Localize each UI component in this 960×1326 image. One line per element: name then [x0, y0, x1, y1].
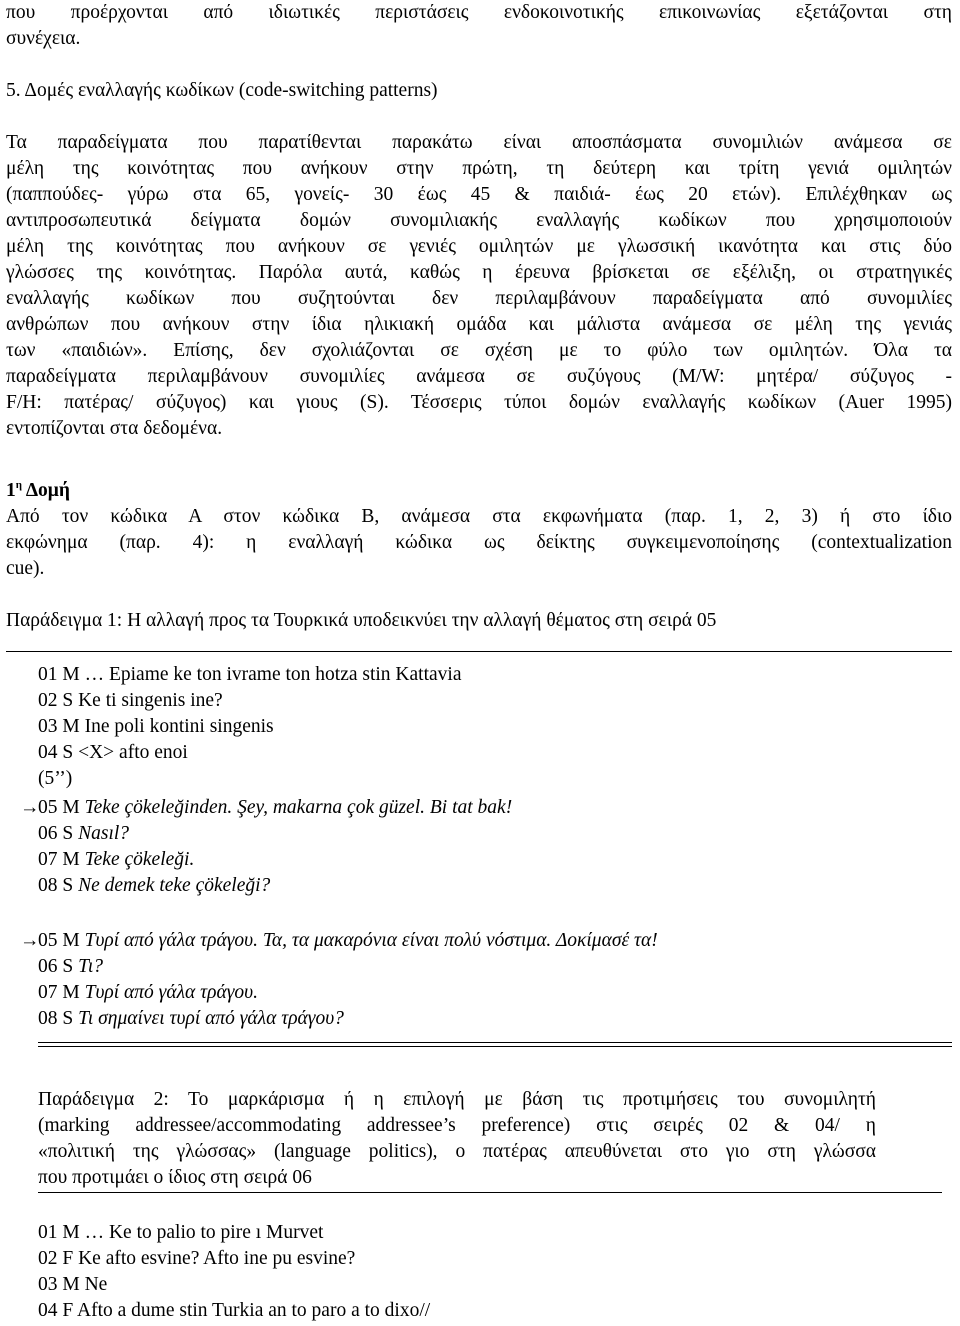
- divider: [6, 651, 952, 652]
- dialogue-line: 02 S Ke ti singenis ine?: [38, 690, 223, 711]
- paragraph-line: cue).: [6, 558, 45, 579]
- paragraph-line: συνέχεια.: [6, 28, 81, 49]
- structure-number: 1: [6, 480, 16, 501]
- paragraph-line: μέλη της κοινότητας που ανήκουν στην πρώτη, τη δεύτερη και τρίτη γενιά ομιλητών: [6, 158, 952, 179]
- paragraph-line: F/H: πατέρας/ σύζυγος) και γιους (S). Τέσσερις τύποι δομών εναλλαγής κωδίκων (Auer 1995): [6, 392, 952, 413]
- dialogue-line: 07 M Τυρί από γάλα τράγου.: [38, 982, 258, 1003]
- divider: [38, 1192, 942, 1193]
- structure-ordinal: η: [15, 479, 22, 491]
- dialogue-line: 04 F Afto a dume stin Turkia an to paro a to dixo//: [38, 1300, 431, 1321]
- paragraph-line: Παράδειγμα 2: Το μαρκάρισμα ή η επιλογή με βάση τις προτιμήσεις του συνομιλητή: [38, 1089, 876, 1110]
- dialogue-line: 08 S Τι σημαίνει τυρί από γάλα τράγου?: [38, 1008, 344, 1029]
- paragraph-line: αντιπροσωπευτικά δείγματα δομών συνομιλιακής εναλλαγής κωδίκων που χρησιμοποιούν: [6, 210, 952, 231]
- section-heading: 5. Δομές εναλλαγής κωδίκων (code-switching patterns): [6, 80, 438, 101]
- paragraph-line: εντοπίζονται στα δεδομένα.: [6, 418, 223, 439]
- paragraph-line: παραδείγματα περιλαμβάνουν συνομιλίες ανάμεσα σε συζύγους (M/W: μητέρα/ σύζυγος -: [6, 366, 952, 387]
- paragraph-line: εναλλαγής κωδίκων που συζητούνται δεν περιλαμβάνουν παραδείγματα από συνομιλίες: [6, 288, 952, 309]
- dialogue-line: 03 M Ine poli kontini singenis: [38, 716, 274, 737]
- arrow-icon: →: [20, 930, 40, 951]
- paragraph-line: (marking addressee/accommodating addressee’s preference) στις σειρές 02 & 04/ η: [38, 1115, 876, 1136]
- paragraph-line: Τα παραδείγματα που παρατίθενται παρακάτω είναι αποσπάσματα συνομιλιών ανάμεσα σε: [6, 132, 952, 153]
- structure-heading: [6, 478, 70, 504]
- paragraph-line: Από τον κώδικα Α στον κώδικα Β, ανάμεσα στα εκφωνήματα (παρ. 1, 2, 3) ή στο ίδιο: [6, 506, 952, 527]
- dialogue-line: 02 F Ke afto esvine? Afto ine pu esvine?: [38, 1248, 356, 1269]
- dialogue-line: 07 M Teke çökeleği.: [38, 849, 195, 870]
- dialogue-line: 05 M Teke çökeleğinden. Şey, makarna çok güzel. Bi tat bak!: [38, 797, 513, 818]
- structure-word: Δομή: [25, 480, 70, 501]
- divider: [38, 1046, 952, 1047]
- paragraph-line: ανθρώπων που ανήκουν στην ίδια ηλικιακή ομάδα και μάλιστα ανάμεσα σε μέλη της γενιάς: [6, 314, 952, 335]
- dialogue-line: 06 S Τι?: [38, 956, 104, 977]
- paragraph-line: των «παιδιών». Επίσης, δεν σχολιάζονται σε σχέση με το φύλο των ομιλητών. Όλα τα: [6, 340, 952, 361]
- paragraph-line: «πολιτική της γλώσσας» (language politics), ο πατέρας απευθύνεται στο γιο στη γλώσσα: [38, 1141, 876, 1162]
- paragraph-line: που προέρχονται από ιδιωτικές περιστάσεις ενδοκοινοτικής επικοινωνίας εξετάζονται στη: [6, 2, 952, 23]
- paragraph-line: που προτιμάει ο ίδιος στη σειρά 06: [38, 1167, 312, 1188]
- dialogue-line: 03 M Ne: [38, 1274, 108, 1295]
- paragraph-line: εκφώνημα (παρ. 4): η εναλλαγή κώδικα ως δείκτης συγκειμενοποίησης (contextualization: [6, 532, 952, 553]
- paragraph-line: γλώσσες της κοινότητας. Παρόλα αυτά, καθώς η έρευνα βρίσκεται σε εξέλιξη, οι στρατηγικές: [6, 262, 952, 283]
- dialogue-line: 01 M … Ke to palio to pire ı Murvet: [38, 1222, 324, 1243]
- dialogue-line: 08 S Ne demek teke çökeleği?: [38, 875, 271, 896]
- pause-marker: (5’’): [38, 768, 73, 789]
- dialogue-line: 04 S <X> afto enoi: [38, 742, 188, 763]
- example-title: Παράδειγμα 1: Η αλλαγή προς τα Τουρκικά υποδεικνύει την αλλαγή θέματος στη σειρά 05: [6, 610, 717, 631]
- dialogue-line: 06 S Nasıl?: [38, 823, 130, 844]
- dialogue-line: 05 M Τυρί από γάλα τράγου. Τα, τα μακαρόνια είναι πολύ νόστιμα. Δοκίμασέ τα!: [38, 930, 658, 951]
- paragraph-line: (παππούδες- γύρω στα 65, γονείς- 30 έως 45 & παιδιά- έως 20 ετών). Επιλέχθηκαν ως: [6, 184, 952, 205]
- divider: [38, 1042, 952, 1043]
- arrow-icon: →: [20, 797, 40, 818]
- dialogue-line: 01 M … Epiame ke ton ivrame ton hotza stin Kattavia: [38, 664, 462, 685]
- paragraph-line: μέλη της κοινότητας που ανήκουν σε γενιές ομιλητών με γλωσσική ικανότητα και στις δύο: [6, 236, 952, 257]
